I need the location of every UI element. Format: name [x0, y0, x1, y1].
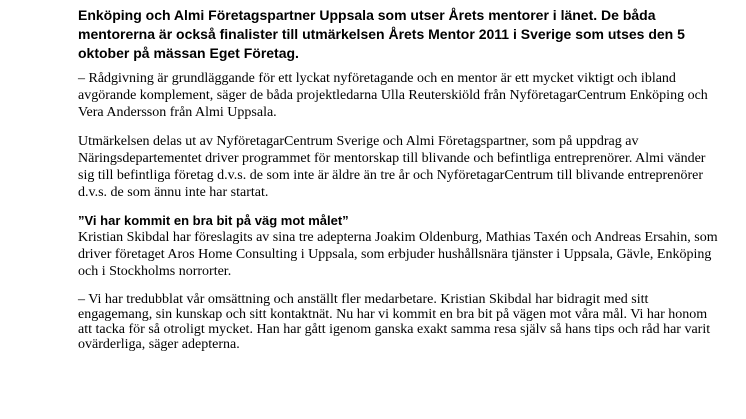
article-paragraph-award: Utmärkelsen delas ut av NyföretagarCentrum Sverige och Almi Företagspartner, som på uppdrag av Näringsdepartementet driver programmet för mentorskap till blivande och befintliga entreprenörer. Almi vänder sig till befintliga företag d.v.s. de som inte är äldre än tre år och NyföretagarCentrum till blivande entreprenörer d.v.s. de som ännu inte har startat. [78, 134, 706, 200]
section-heading: ”Vi har kommit en bra bit på väg mot målet” [78, 213, 349, 228]
article-paragraph-quote: – Rådgivning är grundläggande för ett lyckat nyföretagande och en mentor är ett mycket viktigt och ibland avgörande komplement, säger de båda projektledarna Ulla Reuterskiöld från NyföretagarCentrum Enköping och Vera Andersson från Almi Uppsala. [78, 71, 708, 120]
article [78, 6, 718, 364]
article-lead: Enköping och Almi Företagspartner Uppsala som utser Årets mentorer i länet. De båda mentorerna är också finalister till utmärkelsen Årets Mentor 2011 i Sverige som utses den 5 oktober på mässan Eget Företag. [78, 7, 685, 61]
article-paragraph-nominee: Kristian Skibdal har föreslagits av sina tre adepterna Joakim Oldenburg, Mathias Taxén och Andreas Ersahin, som driver företaget Aros Home Consulting i Uppsala, som erbjuder hushållsnära tjänster i Uppsala, Gävle, Enköping och i Stockholms norrorter. [78, 230, 718, 279]
article-paragraph-adepts-quote: – Vi har tredubblat vår omsättning och anställt fler medarbetare. Kristian Skibdal har bidragit med sitt engagemang, sin kunskap och sitt kontaktnät. Nu har vi kommit en bra bit på vägen mot våra mål. Vi har honom att tacka för så otroligt mycket. Han har gått igenom ganska exakt samma resa själv så hans tips och råd har varit ovärderliga, säger adepterna. [78, 292, 711, 352]
